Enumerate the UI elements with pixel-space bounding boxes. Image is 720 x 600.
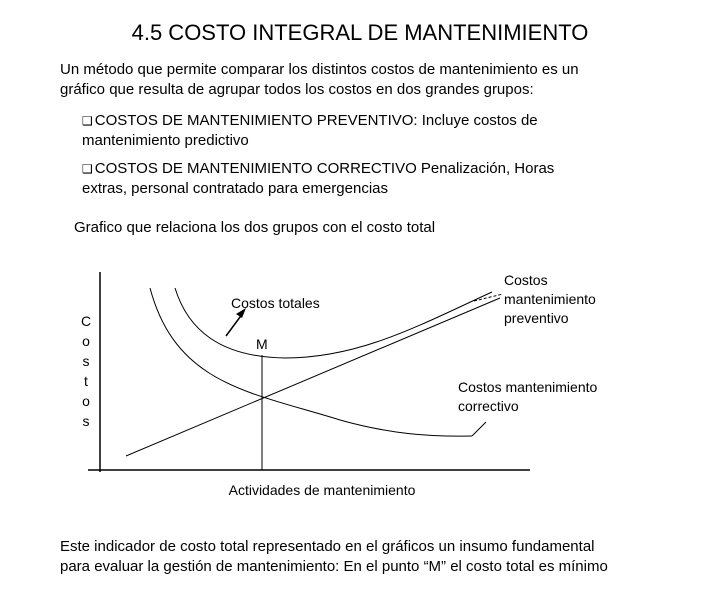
preventive-label-line-2: mantenimiento: [504, 291, 596, 307]
optimum-point-label: M: [256, 336, 268, 352]
page-title: 4.5 COSTO INTEGRAL DE MANTENIMIENTO: [131, 20, 589, 45]
y-label-letter: s: [82, 413, 90, 429]
diagram-title: Grafico que relaciona los dos grupos con el costo total: [74, 219, 436, 236]
footer-line-2: para evaluar la gestión de mantenimiento: En el punto “M” el costo total es mínimo: [60, 558, 608, 575]
y-label-letter: s: [82, 353, 90, 369]
x-axis-label: Actividades de mantenimiento: [228, 482, 416, 498]
footer-line-1: Este indicador de costo total representado en el gráficos un insumo fundamental: [60, 538, 595, 555]
bullet-preventive-text: COSTOS DE MANTENIMIENTO PREVENTIVO: Incluye costos de: [94, 112, 538, 129]
checkbox-bullet-icon: ❑: [82, 114, 93, 128]
preventive-cost-line: [126, 298, 500, 456]
preventive-leader-line: [474, 294, 503, 301]
intro-line-1: Un método que permite comparar los distintos costos de mantenimiento es un: [60, 61, 579, 78]
preventive-label-line-3: preventivo: [504, 310, 569, 326]
corrective-label-line-2: correctivo: [458, 398, 519, 414]
corrective-label-line-1: Costos mantenimiento: [458, 379, 598, 395]
corrective-leader-line: [472, 422, 486, 436]
total-cost-curve: [175, 288, 492, 358]
bullet-corrective-text: COSTOS DE MANTENIMIENTO CORRECTIVO Penalización, Horas: [94, 160, 555, 177]
y-label-letter: t: [84, 373, 88, 389]
checkbox-bullet-icon: ❑: [82, 162, 93, 176]
bullet-corrective-continuation: extras, personal contratado para emergencias: [82, 180, 389, 197]
y-label-letter: C: [80, 313, 92, 329]
total-cost-label: Costos totales: [231, 295, 320, 311]
preventive-label-line-1: Costos: [504, 272, 548, 288]
y-label-letter: o: [82, 393, 90, 409]
intro-line-2: gráfico que resulta de agrupar todos los costos en dos grandes grupos:: [60, 81, 534, 98]
y-label-letter: o: [82, 333, 90, 349]
bullet-preventive-continuation: mantenimiento predictivo: [82, 132, 249, 149]
